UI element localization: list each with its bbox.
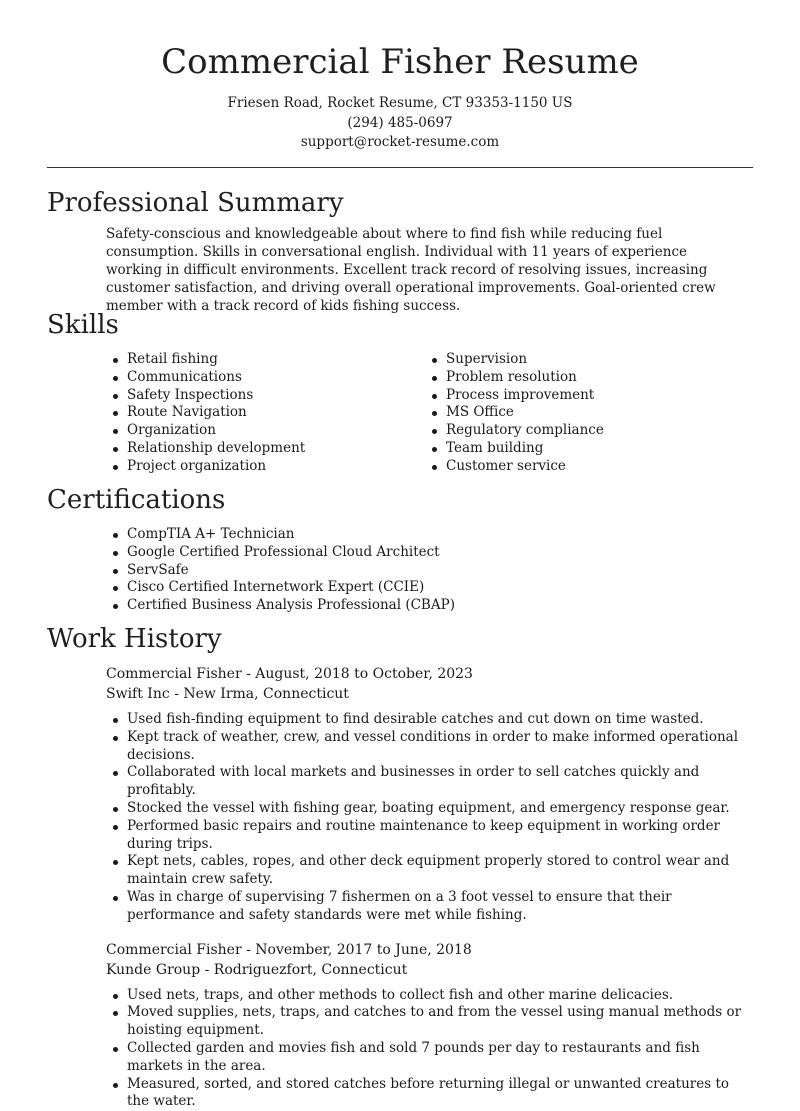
job-bullet: Collaborated with local markets and businesses in order to sell catches quickly and profitably. bbox=[106, 764, 746, 800]
job-title-line: Commercial Fisher - November, 2017 to June, 2018 bbox=[106, 941, 472, 958]
work-history-heading: Work History bbox=[47, 624, 222, 654]
job-bullet: Kept track of weather, crew, and vessel conditions in order to make informed operational decisions. bbox=[106, 729, 746, 765]
skills-heading: Skills bbox=[47, 310, 119, 340]
work-history-section bbox=[47, 623, 753, 1111]
job-company-line: Kunde Group - Rodriguezfort, Connecticut bbox=[106, 961, 408, 978]
skill-item: Supervision bbox=[425, 351, 744, 369]
skills-grid bbox=[106, 351, 753, 476]
summary-heading: Professional Summary bbox=[47, 188, 344, 218]
skill-item: Project organization bbox=[106, 458, 425, 476]
job-bullet: Moved supplies, nets, traps, and catches to and from the vessel using manual methods or hoisting equipment. bbox=[106, 1004, 746, 1040]
skill-item: Organization bbox=[106, 422, 425, 440]
skill-item: Customer service bbox=[425, 458, 744, 476]
skill-item: Route Navigation bbox=[106, 404, 425, 422]
skill-item: Safety Inspections bbox=[106, 387, 425, 405]
certifications-list bbox=[106, 526, 753, 615]
certification-item: Cisco Certified Internetwork Expert (CCIE) bbox=[106, 579, 753, 597]
skill-item: Relationship development bbox=[106, 440, 425, 458]
skill-item: Problem resolution bbox=[425, 369, 744, 387]
certifications-heading: Certifications bbox=[47, 485, 226, 515]
job-bullets bbox=[106, 711, 746, 925]
job-bullet: Measured, sorted, and stored catches before returning illegal or unwanted creatures to the water. bbox=[106, 1076, 746, 1111]
job-company-line: Swift Inc - New Irma, Connecticut bbox=[106, 686, 349, 702]
certifications-section bbox=[47, 484, 753, 615]
skill-item: Team building bbox=[425, 440, 744, 458]
job-bullet: Used nets, traps, and other methods to collect fish and other marine delicacies. bbox=[106, 987, 746, 1005]
resume-title: Commercial Fisher Resume bbox=[161, 42, 639, 82]
job-entry bbox=[106, 940, 753, 1111]
skills-section bbox=[47, 309, 753, 476]
summary-section bbox=[47, 187, 753, 315]
job-bullet: Stocked the vessel with fishing gear, boating equipment, and emergency response gear. bbox=[106, 800, 746, 818]
skill-item: Communications bbox=[106, 369, 425, 387]
header-divider bbox=[47, 167, 753, 168]
skill-item: Retail fishing bbox=[106, 351, 425, 369]
contact-email: support@rocket-resume.com bbox=[300, 134, 500, 150]
contact-phone: (294) 485-0697 bbox=[347, 114, 453, 131]
job-bullet: Performed basic repairs and routine maintenance to keep equipment in working order during trips. bbox=[106, 818, 746, 854]
contact-address: Friesen Road, Rocket Resume, CT 93353-1150 US bbox=[227, 95, 573, 111]
certification-item: CompTIA A+ Technician bbox=[106, 526, 753, 544]
skills-list-right bbox=[425, 351, 744, 476]
job-bullet: Was in charge of supervising 7 fishermen on a 3 foot vessel to ensure that their performance and safety standards were met while fishing. bbox=[106, 889, 746, 925]
skills-list-left bbox=[106, 351, 425, 476]
certification-item: ServSafe bbox=[106, 562, 753, 580]
certification-item: Certified Business Analysis Professional (CBAP) bbox=[106, 597, 753, 615]
job-bullet: Used fish-finding equipment to find desirable catches and cut down on time wasted. bbox=[106, 711, 746, 729]
skill-item: Regulatory compliance bbox=[425, 422, 744, 440]
contact-block bbox=[0, 94, 800, 153]
summary-text: Safety-conscious and knowledgeable about where to find fish while reducing fuel consumption. Skills in conversational english. Individual with 11 years of experience working in difficult environments. Excellent track record of resolving issues, increasing customer satisfaction, and driving overall operational improvements. Goal-oriented crew member with a track record of kids fishing success. bbox=[106, 226, 716, 314]
skill-item: MS Office bbox=[425, 404, 744, 422]
job-entry bbox=[106, 664, 753, 925]
skill-item: Process improvement bbox=[425, 387, 744, 405]
job-title-line: Commercial Fisher - August, 2018 to October, 2023 bbox=[106, 666, 473, 682]
job-bullet: Collected garden and movies fish and sold 7 pounds per day to restaurants and fish markets in the area. bbox=[106, 1040, 746, 1076]
job-bullets bbox=[106, 987, 746, 1111]
job-bullet: Kept nets, cables, ropes, and other deck equipment properly stored to control wear and maintain crew safety. bbox=[106, 853, 746, 889]
certification-item: Google Certified Professional Cloud Architect bbox=[106, 544, 753, 562]
